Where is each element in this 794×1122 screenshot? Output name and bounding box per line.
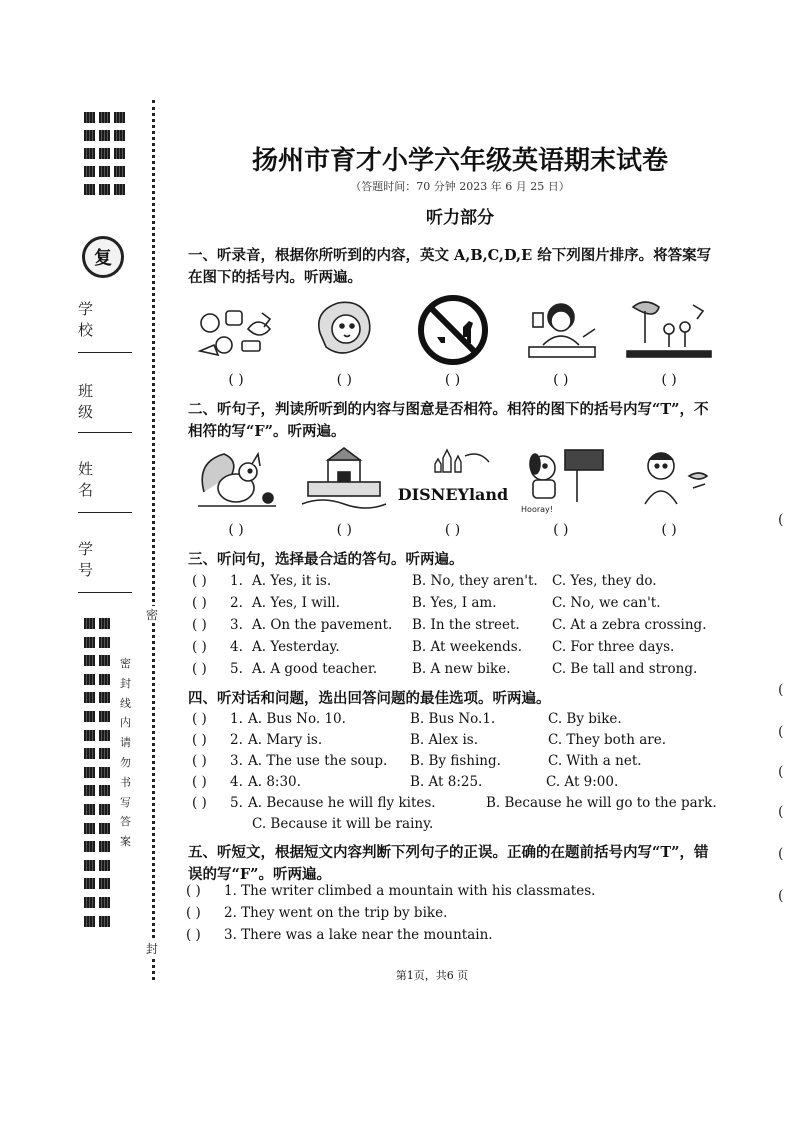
question-number: 1. xyxy=(230,711,243,727)
option-c: C. By bike. xyxy=(548,711,622,727)
class-label: 班 级 xyxy=(78,382,110,421)
option-b: B. By fishing. xyxy=(410,753,501,769)
boy-eating-icon xyxy=(623,442,715,516)
option-b: B. Because he will go to the park. xyxy=(486,795,717,811)
option-b: B. In the street. xyxy=(412,617,520,633)
option-a: A. On the pavement. xyxy=(252,617,393,633)
option-c: C. Yes, they do. xyxy=(552,573,657,589)
question-number: 2. xyxy=(230,732,243,748)
option-a: A. The use the soup. xyxy=(248,753,388,769)
edge-bracket-mark: ( xyxy=(778,682,784,698)
answer-bracket[interactable]: ( ) xyxy=(192,774,207,790)
answer-bracket[interactable]: ( ) xyxy=(444,372,461,388)
answer-bracket[interactable]: ( ) xyxy=(228,372,244,388)
answer-bracket[interactable]: ( ) xyxy=(186,883,201,899)
seal-char-feng: 封 xyxy=(146,942,159,956)
part4-question xyxy=(192,753,722,774)
answer-bracket[interactable]: ( ) xyxy=(192,753,207,769)
question-number: 2. xyxy=(230,595,243,611)
option-c: C. For three days. xyxy=(552,639,675,655)
answer-bracket[interactable]: ( ) xyxy=(336,522,352,538)
option-a: A. Yes, it is. xyxy=(252,573,332,589)
part5-statement xyxy=(186,883,716,904)
edge-bracket-mark: ( xyxy=(778,888,784,904)
question-number: 3. xyxy=(230,617,243,633)
question-number: 5. xyxy=(230,795,243,811)
option-b: B. Bus No.1. xyxy=(410,711,496,727)
answer-bracket[interactable]: ( ) xyxy=(192,661,207,677)
part5-statement xyxy=(186,905,716,926)
seal-dotted-line xyxy=(152,100,155,980)
question-number: 4. xyxy=(230,639,243,655)
part3-question xyxy=(192,639,722,660)
seal-line-note: 密封线内请勿书写答案 xyxy=(120,657,131,849)
part3-question xyxy=(192,573,722,594)
part4-question xyxy=(192,795,722,816)
park-scene-icon xyxy=(623,293,715,367)
part4-question-continued xyxy=(192,816,722,837)
statement-text: 2. They went on the trip by bike. xyxy=(224,905,448,921)
answer-bracket[interactable]: ( ) xyxy=(192,732,207,748)
edge-bracket-mark: ( xyxy=(778,764,784,780)
student-id-label: 学 号 xyxy=(78,540,110,579)
part4-instruction: 四、听对话和问题，选出回答问题的最佳选项。听两遍。 xyxy=(188,690,551,707)
answer-bracket[interactable]: ( ) xyxy=(661,522,677,538)
name-label: 姓 名 xyxy=(78,460,110,499)
question-number: 4. xyxy=(230,774,243,790)
seal-char-mi: 密 xyxy=(146,608,159,622)
option-c: C. Because it will be rainy. xyxy=(252,816,434,832)
class-field[interactable] xyxy=(78,432,132,433)
option-c: C. At a zebra crossing. xyxy=(552,617,707,633)
answer-bracket[interactable]: ( ) xyxy=(186,905,201,921)
edge-bracket-mark: ( xyxy=(778,846,784,862)
disneyland-logo-icon xyxy=(397,442,508,516)
answer-bracket[interactable]: ( ) xyxy=(661,372,677,388)
option-a: A. A good teacher. xyxy=(252,661,378,677)
edge-bracket-mark: ( xyxy=(778,804,784,820)
option-b: B. Alex is. xyxy=(410,732,479,748)
option-c: C. They both are. xyxy=(548,732,666,748)
hooray-text: Hooray! xyxy=(520,505,553,514)
page-number: 第1页，共6 页 xyxy=(395,969,469,982)
part3-question xyxy=(192,595,722,616)
option-a: A. 8:30. xyxy=(248,774,301,790)
answer-bracket[interactable]: ( ) xyxy=(444,522,461,538)
answer-bracket[interactable]: ( ) xyxy=(192,639,207,655)
edge-bracket-mark: ( xyxy=(778,512,784,528)
part4-question xyxy=(192,774,722,795)
student-writing-icon xyxy=(515,293,607,367)
answer-bracket[interactable]: ( ) xyxy=(186,927,201,943)
castle-icon xyxy=(298,442,390,516)
answer-bracket[interactable]: ( ) xyxy=(192,617,207,633)
option-b: B. At 8:25. xyxy=(410,774,483,790)
part3-question xyxy=(192,661,722,682)
option-a: A. Because he will fly kites. xyxy=(248,795,436,811)
option-b: B. A new bike. xyxy=(412,661,511,677)
top-block-grid xyxy=(84,112,125,202)
statement-text: 1. The writer climbed a mountain with his classmates. xyxy=(224,883,596,899)
answer-bracket[interactable]: ( ) xyxy=(192,711,207,727)
exam-title: 扬州市育才小学六年级英语期末试卷 xyxy=(251,146,668,176)
question-number: 5. xyxy=(230,661,243,677)
part2-instruction: 二、听句子，判读所听到的内容与图意是否相符。相符的图下的括号内写“T”，不相符的写“F”。听两遍。 xyxy=(188,401,709,440)
name-field[interactable] xyxy=(78,512,132,513)
part1-answer-brackets xyxy=(190,372,715,388)
option-a: A. Bus No. 10. xyxy=(248,711,346,727)
part4-question xyxy=(192,711,722,732)
no-dogs-sign-icon xyxy=(407,293,499,367)
answer-bracket[interactable]: ( ) xyxy=(192,795,207,811)
answer-bracket[interactable]: ( ) xyxy=(336,372,352,388)
answer-bracket[interactable]: ( ) xyxy=(192,573,207,589)
option-c: C. With a net. xyxy=(548,753,642,769)
option-b: B. Yes, I am. xyxy=(412,595,497,611)
cartoon-dog-icon xyxy=(515,442,607,516)
option-c: C. At 9:00. xyxy=(546,774,619,790)
lion-icon xyxy=(298,293,390,367)
part2-answer-brackets xyxy=(190,522,715,538)
part3-question xyxy=(192,617,722,638)
part5-instruction: 五、听短文，根据短文内容判断下列句子的正误。正确的在题前括号内写“T”，错误的写“F”。听两遍。 xyxy=(188,844,709,883)
option-c: C. Be tall and strong. xyxy=(552,661,698,677)
bottom-block-grid xyxy=(84,618,110,934)
part1-instruction: 一、听录音，根据你所听到的内容，英文 A,B,C,D,E 给下列图片排序。将答案写在图下的括号内。听两遍。 xyxy=(188,247,712,286)
part2-pictures xyxy=(190,442,715,516)
answer-bracket[interactable]: ( ) xyxy=(553,372,569,388)
seal-icon: 复 xyxy=(82,236,124,278)
answer-bracket[interactable]: ( ) xyxy=(553,522,569,538)
school-label: 学 校 xyxy=(78,300,110,339)
option-a: A. Mary is. xyxy=(248,732,323,748)
part5-statement xyxy=(186,927,716,948)
exam-subtitle: （答题时间：70 分钟 2023 年 6 月 25 日） xyxy=(350,180,570,193)
option-b: B. At weekends. xyxy=(412,639,522,655)
option-a: A. Yes, I will. xyxy=(252,595,340,611)
part4-question xyxy=(192,732,722,753)
binding-strip xyxy=(0,0,170,1122)
toys-icon xyxy=(190,293,282,367)
student-id-field[interactable] xyxy=(78,592,132,593)
question-number: 3. xyxy=(230,753,243,769)
edge-bracket-mark: ( xyxy=(778,724,784,740)
option-a: A. Yesterday. xyxy=(252,639,340,655)
question-number: 1. xyxy=(230,573,243,589)
answer-bracket[interactable]: ( ) xyxy=(192,595,207,611)
squirrel-icon xyxy=(190,442,282,516)
disneyland-text: DISNEYland xyxy=(397,485,508,504)
part1-pictures xyxy=(190,293,715,367)
option-b: B. No, they aren't. xyxy=(412,573,538,589)
section-title: 听力部分 xyxy=(426,208,494,228)
statement-text: 3. There was a lake near the mountain. xyxy=(224,927,493,943)
answer-bracket[interactable]: ( ) xyxy=(228,522,244,538)
part3-instruction: 三、听问句，选择最合适的答句。听两遍。 xyxy=(188,551,464,568)
option-c: C. No, we can't. xyxy=(552,595,661,611)
school-field[interactable] xyxy=(78,352,132,353)
